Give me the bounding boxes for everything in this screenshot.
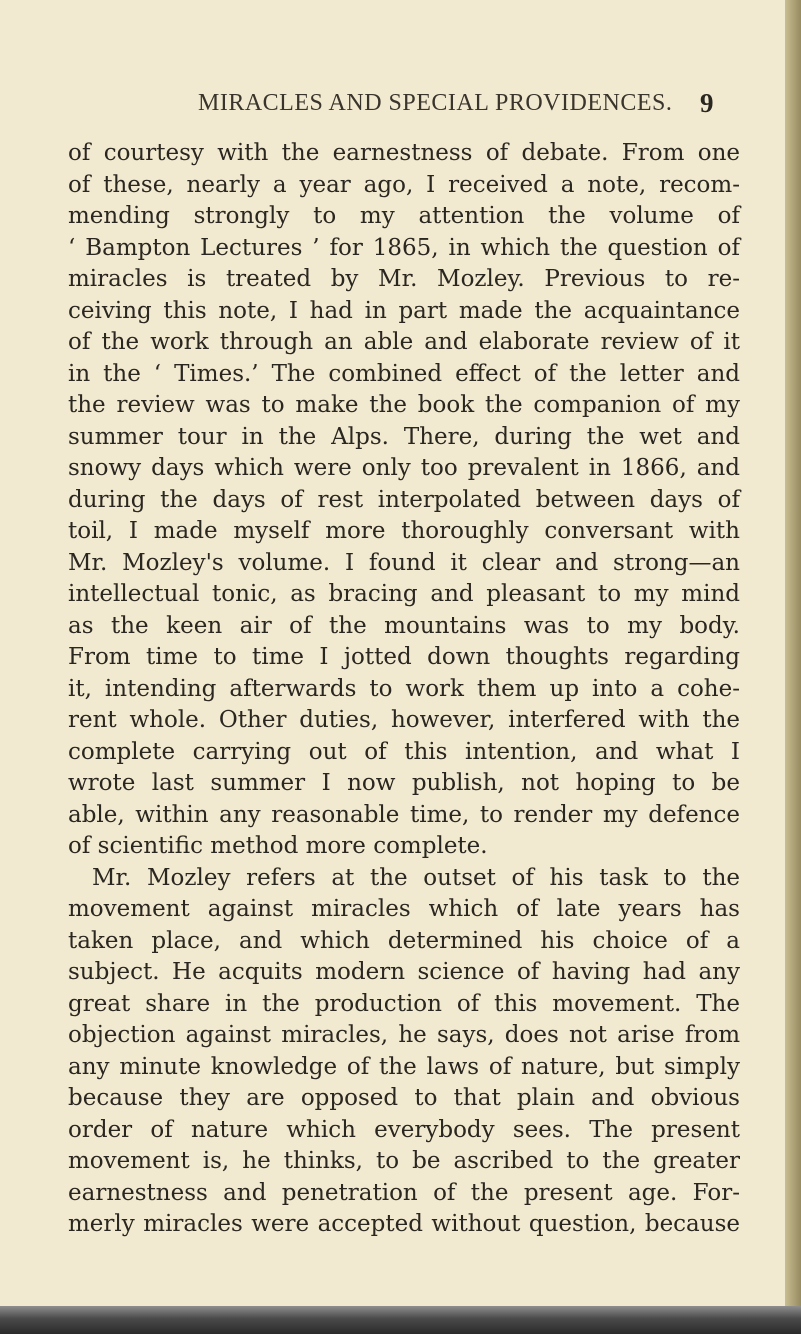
scan-bottom-border xyxy=(0,1306,801,1334)
page-edge-shadow xyxy=(785,0,801,1334)
text-line: ‘ Bampton Lectures ’ for 1865, in which the question of xyxy=(68,234,740,261)
text-line: order of nature which everybody sees. The present xyxy=(68,1116,740,1143)
text-line: the review was to make the book the companion of my xyxy=(68,392,740,418)
text-line: subject. He acquits modern science of having had any xyxy=(68,959,740,985)
text-line: earnestness and penetration of the present age. For- xyxy=(68,1179,740,1206)
page-number: 9 xyxy=(700,88,714,118)
text-line: as the keen air of the mountains was to my body. xyxy=(68,612,740,639)
text-line: wrote last summer I now publish, not hoping to be xyxy=(68,770,740,796)
text-line: ceiving this note, I had in part made the acquaintance xyxy=(68,297,740,324)
running-head: MIRACLES AND SPECIAL PROVIDENCES. xyxy=(198,90,673,116)
text-line: of the work through an able and elaborate review of it xyxy=(68,329,740,355)
text-line: movement is, he thinks, to be ascribed to the greater xyxy=(68,1148,740,1174)
text-line: complete carrying out of this intention, and what I xyxy=(68,738,740,765)
text-line: of these, nearly a year ago, I received a note, recom- xyxy=(68,171,740,198)
text-line: because they are opposed to that plain and obvious xyxy=(68,1085,740,1111)
text-line: in the ‘ Times.’ The combined effect of the letter and xyxy=(68,360,740,387)
text-line: intellectual tonic, as bracing and pleasant to my mind xyxy=(68,581,740,607)
text-line: miracles is treated by Mr. Mozley. Previous to re- xyxy=(68,266,740,292)
text-line: summer tour in the Alps. There, during the wet and xyxy=(68,423,740,450)
text-line: taken place, and which determined his choice of a xyxy=(68,927,740,954)
paragraph-start-line: Mr. Mozley refers at the outset of his task to the xyxy=(92,864,740,891)
text-line: From time to time I jotted down thoughts regarding xyxy=(68,644,740,670)
text-line: during the days of rest interpolated between days of xyxy=(68,486,740,513)
text-line: toil, I made myself more thoroughly conversant with xyxy=(68,518,740,544)
text-line: merly miracles were accepted without question, because xyxy=(68,1211,740,1237)
text-line: of courtesy with the earnestness of debate. From one xyxy=(68,140,740,166)
paragraph-end-line: of scientific method more complete. xyxy=(68,833,488,859)
body-text xyxy=(68,138,740,1241)
text-line: any minute knowledge of the laws of nature, but simply xyxy=(68,1053,740,1080)
text-line: rent whole. Other duties, however, interfered with the xyxy=(68,707,740,733)
text-line: able, within any reasonable time, to render my defence xyxy=(68,801,740,828)
text-line: mending strongly to my attention the volume of xyxy=(68,203,740,229)
text-line: it, intending afterwards to work them up into a cohe- xyxy=(68,675,740,702)
text-line: snowy days which were only too prevalent in 1866, and xyxy=(68,455,740,481)
text-line: objection against miracles, he says, does not arise from xyxy=(68,1022,740,1048)
text-line: movement against miracles which of late years has xyxy=(68,896,740,922)
text-line: Mr. Mozley's volume. I found it clear and strong—an xyxy=(68,549,740,576)
text-line: great share in the production of this movement. The xyxy=(68,990,740,1017)
